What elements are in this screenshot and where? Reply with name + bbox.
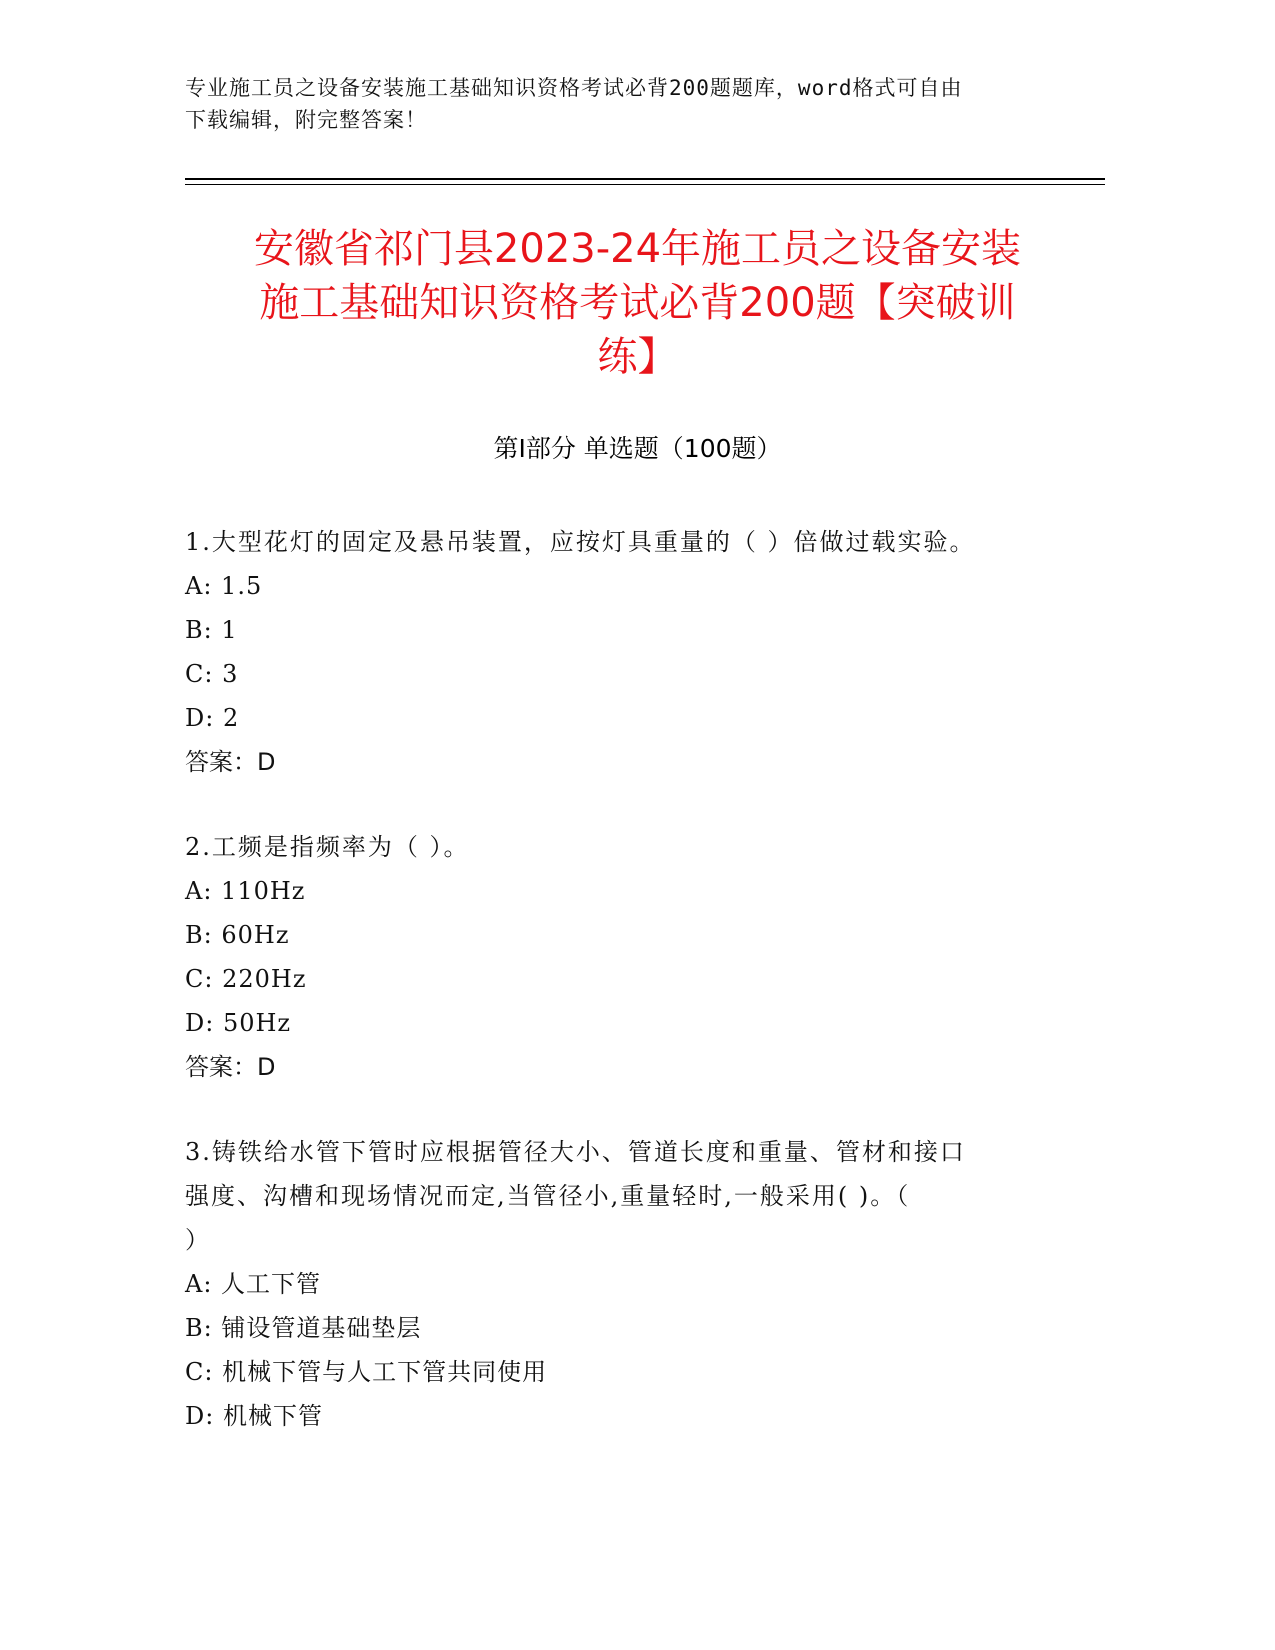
question-text: ） bbox=[185, 1226, 211, 1254]
option-c: C: 3 bbox=[185, 660, 239, 688]
question-text: 3.铸铁给水管下管时应根据管径大小、管道长度和重量、管材和接口 bbox=[185, 1138, 966, 1166]
question-item bbox=[185, 825, 1085, 1089]
section-heading: 第Ⅰ部分 单选题（100题） bbox=[493, 434, 782, 463]
option-d: D: 50Hz bbox=[185, 1009, 292, 1037]
option-d: D: 机械下管 bbox=[185, 1402, 323, 1430]
header-rule-thick bbox=[185, 178, 1105, 180]
option-a: A: 110Hz bbox=[185, 877, 306, 905]
question-list bbox=[185, 520, 1085, 1479]
question-text: 1.大型花灯的固定及悬吊装置，应按灯具重量的（ ）倍做过载实验。 bbox=[185, 528, 976, 556]
option-a: A: 1.5 bbox=[185, 572, 263, 600]
header-note-line: 专业施工员之设备安装施工基础知识资格考试必背200题题库，word格式可自由 bbox=[185, 76, 963, 100]
header-note-line: 下载编辑，附完整答案！ bbox=[185, 108, 427, 132]
title-line: 练】 bbox=[597, 334, 678, 380]
header-rule-thin bbox=[185, 184, 1105, 185]
option-d: D: 2 bbox=[185, 704, 240, 732]
option-a: A: 人工下管 bbox=[185, 1270, 322, 1298]
document-title bbox=[160, 222, 1115, 384]
question-text: 2.工频是指频率为（ ）。 bbox=[185, 833, 470, 861]
header-note bbox=[185, 72, 1085, 136]
title-line: 施工基础知识资格考试必背200题【突破训 bbox=[259, 280, 1016, 326]
question-item bbox=[185, 1130, 1085, 1438]
answer-text: 答案：D bbox=[185, 748, 276, 776]
title-line: 安徽省祁门县2023-24年施工员之设备安装 bbox=[253, 226, 1022, 272]
option-b: B: 1 bbox=[185, 616, 238, 644]
question-item bbox=[185, 520, 1085, 784]
option-c: C: 220Hz bbox=[185, 965, 307, 993]
option-c: C: 机械下管与人工下管共同使用 bbox=[185, 1358, 548, 1386]
question-text: 强度、沟槽和现场情况而定,当管径小,重量轻时,一般采用( )。（ bbox=[185, 1182, 911, 1210]
option-b: B: 铺设管道基础垫层 bbox=[185, 1314, 422, 1342]
option-b: B: 60Hz bbox=[185, 921, 290, 949]
answer-text: 答案：D bbox=[185, 1053, 276, 1081]
